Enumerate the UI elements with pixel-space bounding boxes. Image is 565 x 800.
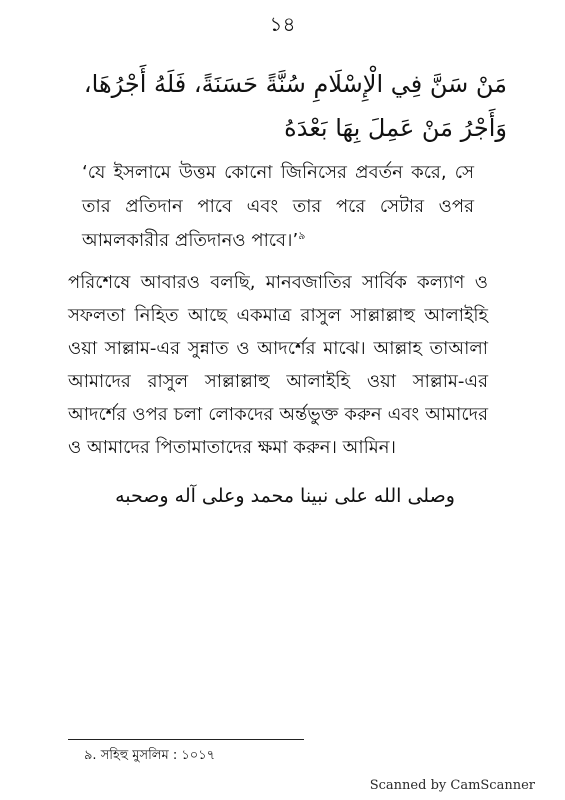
hadith-translation <box>82 156 474 258</box>
footnote-reference-marker: ৯ <box>298 229 306 242</box>
hadith-translation-text: ‘যে ইসলামে উত্তম কোনো জিনিসের প্রবর্তন করে, সে তার প্রতিদান পাবে এবং তার পরে সেটার ওপর আমলকারীর প্রতিদানও পাবে।’ <box>82 162 474 251</box>
footnote-text: ৯. সহিহু মুসলিম : ১০১৭ <box>84 748 216 763</box>
scanner-watermark: Scanned by CamScanner <box>369 778 535 793</box>
page-number: ১৪ <box>269 12 296 36</box>
footnote-divider <box>68 739 304 740</box>
arabic-salawat-line: وصلى الله على نبينا محمد وعلى آله وصحبه <box>115 485 455 507</box>
arabic-hadith-text: مَنْ سَنَّ فِي الْإِسْلَامِ سُنَّةً حَسَنَةً، فَلَهُ أَجْرُهَا، وَأَجْرُ مَنْ عَمِلَ بِهَا بَعْدَهُ <box>83 70 507 142</box>
closing-paragraph: পরিশেষে আবারও বলছি, মানবজাতির সার্বিক কল্যাণ ও সফলতা নিহিত আছে একমাত্র রাসুল সাল্লাল্লাহু আলাইহি ওয়া সাল্লাম-এর সুন্নাত ও আদর্শের মাঝে। আল্লাহ তাআলা আমাদের রাসুল সাল্লাল্লাহু আলাইহি ওয়া সাল্লাম-এর আদর্শের ওপর চলা লোকদের অর্ন্তভুক্ত করুন এবং আমাদের ও আমাদের পিতামাতাদের ক্ষমা করুন। আমিন। <box>68 272 488 458</box>
